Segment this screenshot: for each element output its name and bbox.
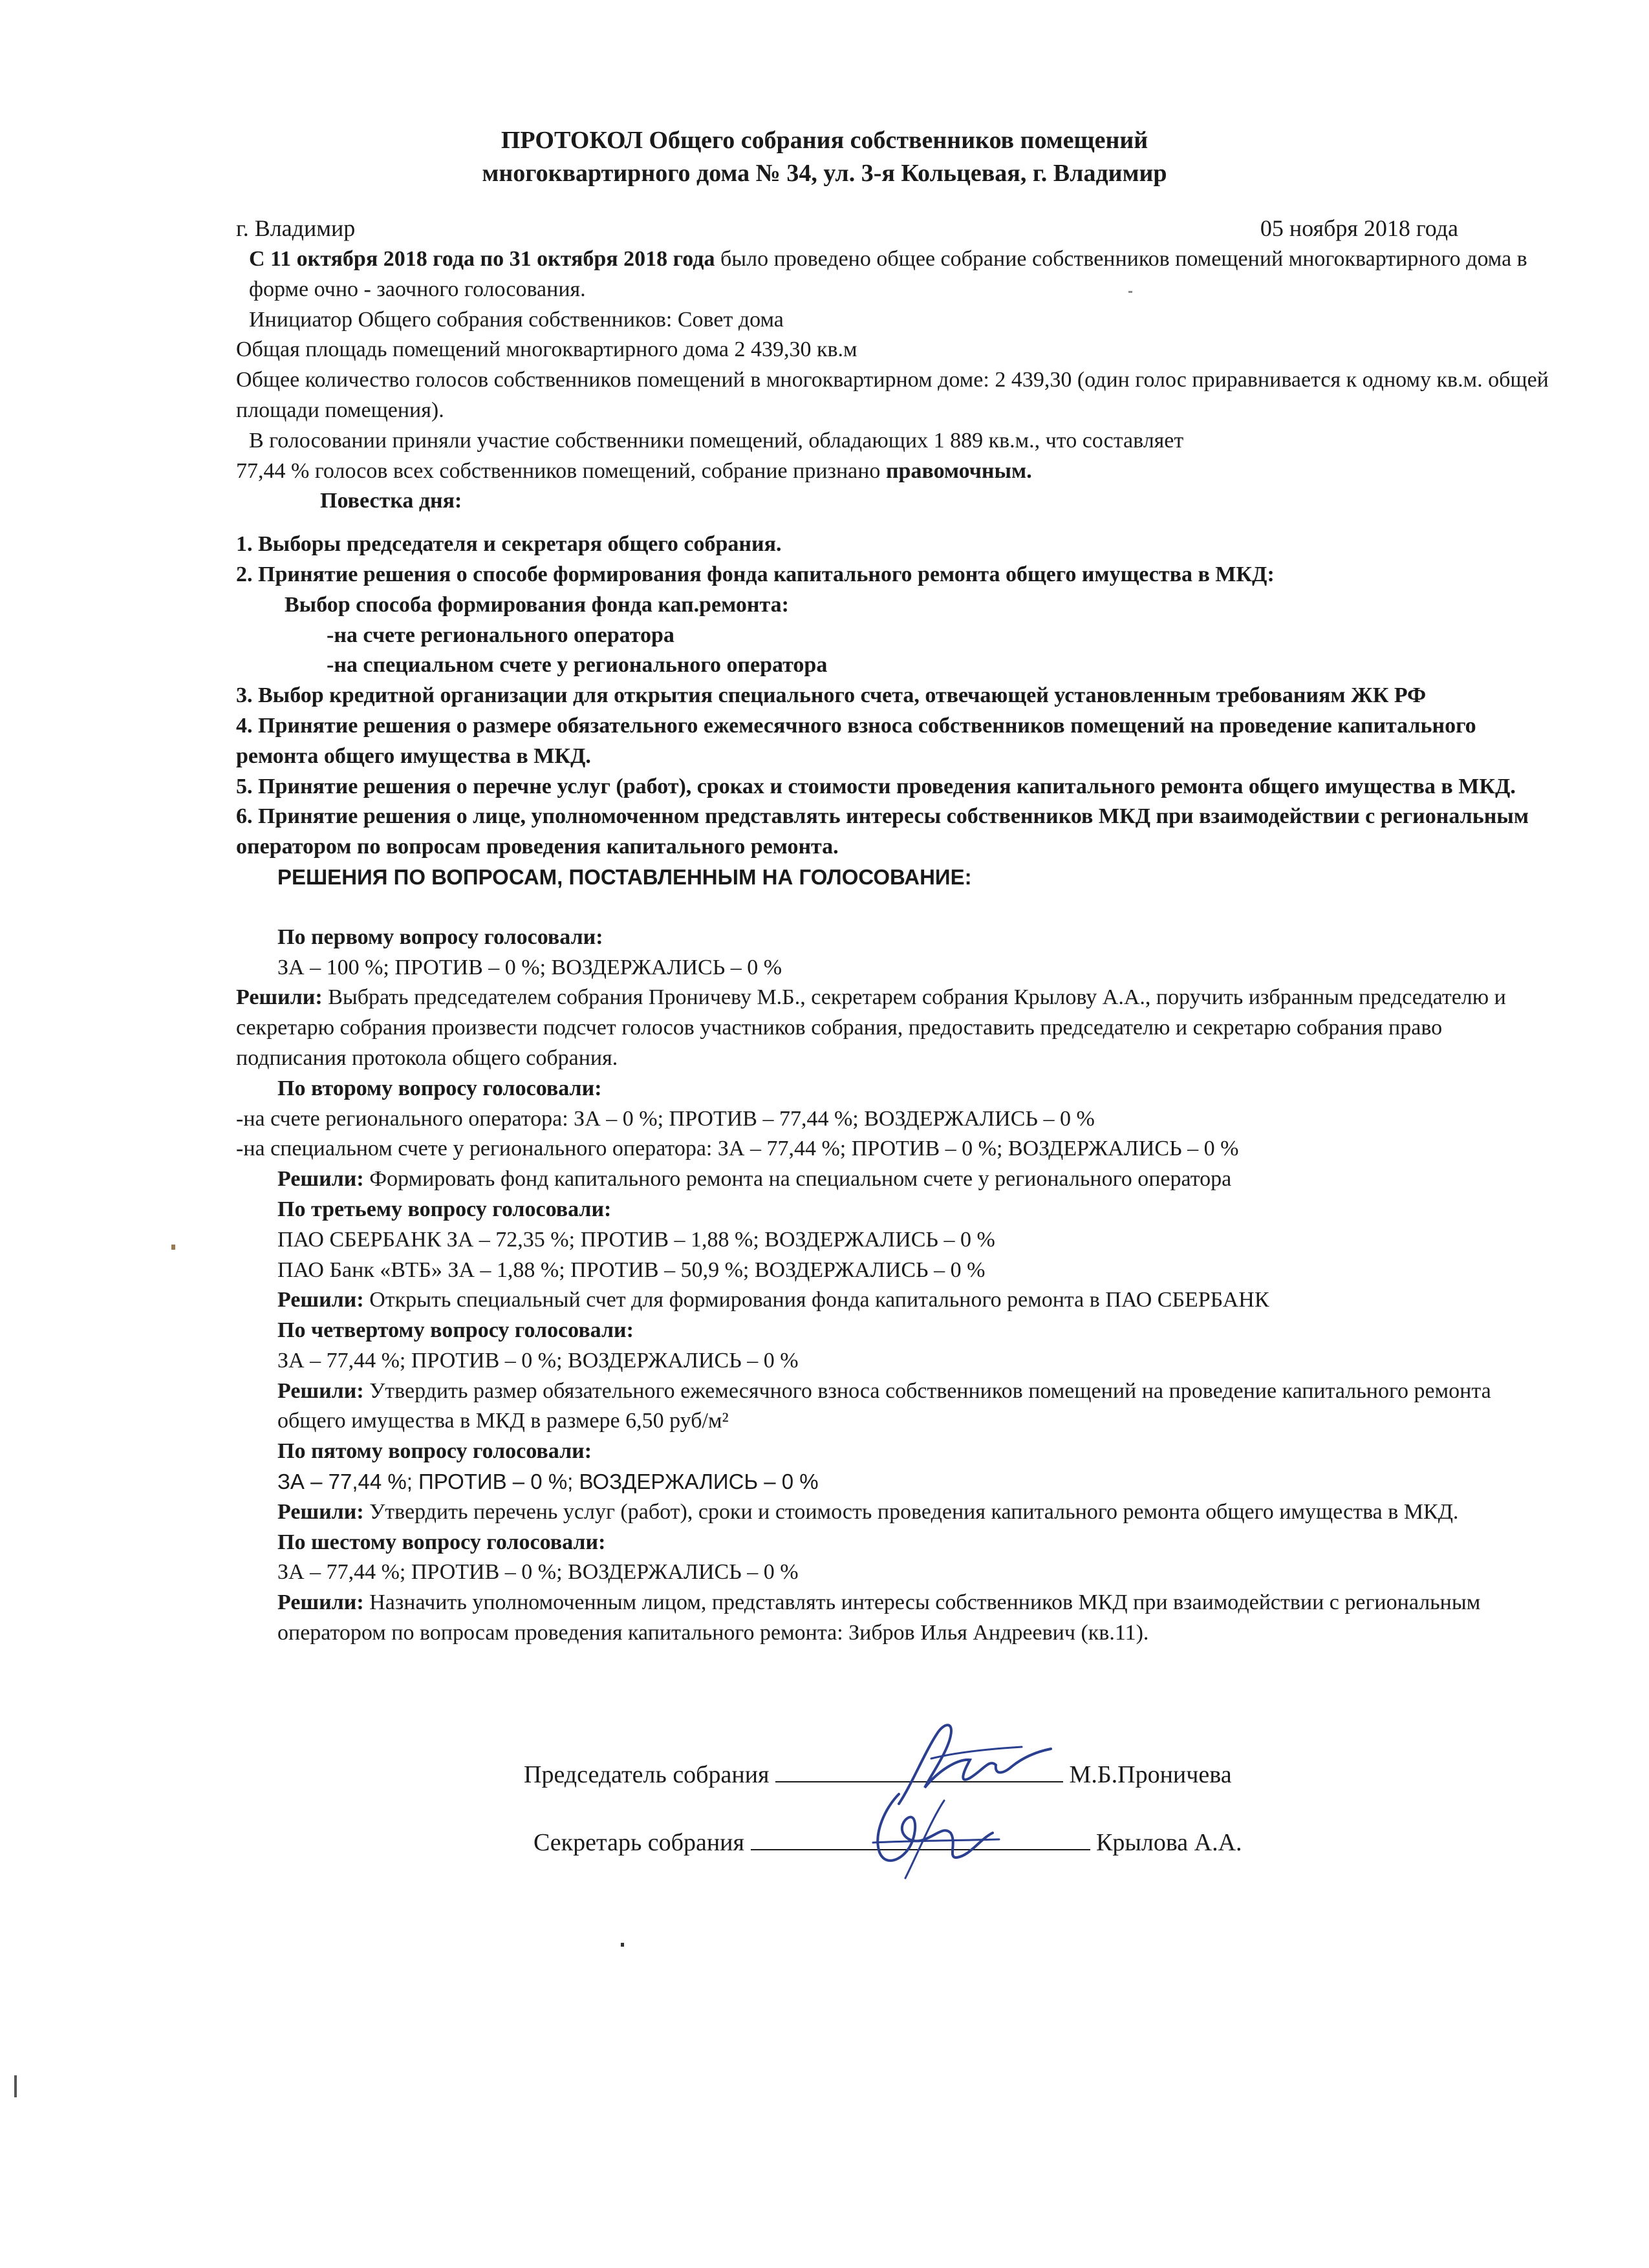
total-area: Общая площадь помещений многоквартирного дома 2 439,30 кв.м <box>236 337 857 362</box>
scan-speck <box>171 1245 175 1250</box>
q6-votes: ЗА – 77,44 %; ПРОТИВ – 0 %; ВОЗДЕРЖАЛИСЬ – 0 % <box>277 1560 799 1585</box>
q3-decision: Решили: Открыть специальный счет для формирования фонда капитального ремонта в ПАО СБЕРБАНК <box>277 1288 1269 1312</box>
title-line-2: многоквартирного дома № 34, ул. 3-я Кольцевая, г. Владимир <box>482 160 1167 187</box>
city: г. Владимир <box>236 215 356 241</box>
secretary-label: Секретарь собрания <box>534 1829 744 1856</box>
agenda-item-4: 4. Принятие решения о размере обязательного ежемесячного взноса собственников помещений на проведение капитального ремонта общего имущества в МКД. <box>236 713 1476 768</box>
q4-heading: По четвертому вопросу голосовали: <box>277 1318 634 1343</box>
q1-heading: По первому вопросу голосовали: <box>277 925 603 949</box>
q5-decision: Решили: Утвердить перечень услуг (работ), сроки и стоимость проведения капитального ремонта общего имущества в МКД. <box>277 1499 1459 1524</box>
q2-votes-1: -на счете регионального оператора: ЗА – 0 %; ПРОТИВ – 77,44 %; ВОЗДЕРЖАЛИСЬ – 0 % <box>236 1106 1095 1131</box>
q6-heading: По шестому вопросу голосовали: <box>277 1530 606 1554</box>
agenda-item-5: 5. Принятие решения о перечне услуг (работ), сроках и стоимости проведения капитального ремонта общего имущества в МКД. <box>236 774 1516 798</box>
initiator: Инициатор Общего собрания собственников: Совет дома <box>249 307 784 332</box>
total-votes: Общее количество голосов собственников помещений в многоквартирном доме: 2 439,30 (один голос приравнивается к одному кв.м. общей площади помещения). <box>236 368 1549 422</box>
document-date: 05 ноября 2018 года <box>1260 215 1458 241</box>
q5-votes: ЗА – 77,44 %; ПРОТИВ – 0 %; ВОЗДЕРЖАЛИСЬ – 0 % <box>277 1470 819 1494</box>
q6-decision: Решили: Назначить уполномоченным лицом, представлять интересы собственников МКД при взаимодействии с региональным оператором по вопросам проведения капитального ремонта: Зибров Илья Андреевич (кв.11). <box>277 1590 1481 1645</box>
q1-votes: ЗА – 100 %; ПРОТИВ – 0 %; ВОЗДЕРЖАЛИСЬ – 0 % <box>277 955 782 979</box>
agenda-item-2: 2. Принятие решения о способе формирования фонда капитального ремонта общего имущества в МКД: <box>236 562 1275 586</box>
decisions-heading: РЕШЕНИЯ ПО ВОПРОСАМ, ПОСТАВЛЕННЫМ НА ГОЛОСОВАНИЕ: <box>277 864 972 889</box>
secretary-handwritten-signature <box>860 1781 1009 1888</box>
q5-heading: По пятому вопросу голосовали: <box>277 1439 592 1464</box>
secretary-name: Крылова А.А. <box>1096 1829 1242 1856</box>
q3-heading: По третьему вопросу голосовали: <box>277 1197 612 1221</box>
agenda-item-2-sub: Выбор способа формирования фонда кап.ремонта: <box>285 592 789 617</box>
chair-label: Председатель собрания <box>524 1761 770 1788</box>
document-title <box>0 124 1649 190</box>
q1-decision: Решили: Выбрать председателем собрания Проничеву М.Б., секретарем собрания Крылову А.А., поручить избранным председателю и секретарю собрания произвести подсчет голосов участников собрания, предоставить председателю и секретарю собрания право подписания протокола общего собрания. <box>236 985 1506 1070</box>
agenda-item-3: 3. Выбор кредитной организации для открытия специального счета, отвечающей установленным требованиям ЖК РФ <box>236 683 1427 708</box>
chair-name: М.Б.Проничева <box>1069 1761 1232 1788</box>
q3-votes-2: ПАО Банк «ВТБ» ЗА – 1,88 %; ПРОТИВ – 50,9 %; ВОЗДЕРЖАЛИСЬ – 0 % <box>277 1257 986 1282</box>
agenda-label: Повестка дня: <box>320 489 462 513</box>
q4-votes: ЗА – 77,44 %; ПРОТИВ – 0 %; ВОЗДЕРЖАЛИСЬ – 0 % <box>277 1348 799 1373</box>
scan-speck <box>621 1943 624 1947</box>
participation-line-1: В голосовании приняли участие собственники помещений, обладающих 1 889 кв.м., что составляет <box>249 428 1184 453</box>
participation-line-2: 77,44 % голосов всех собственников помещений, собрание признано правомочным. <box>236 458 1032 483</box>
scan-speck <box>14 2075 17 2097</box>
scan-speck <box>1128 291 1132 293</box>
q2-votes-2: -на специальном счете у регионального оператора: ЗА – 77,44 %; ПРОТИВ – 0 %; ВОЗДЕРЖАЛИСЬ – 0 % <box>236 1137 1239 1161</box>
agenda-item-1: 1. Выборы председателя и секретаря общего собрания. <box>236 532 782 557</box>
q4-decision: Решили: Утвердить размер обязательного ежемесячного взноса собственников помещений на проведение капитального ремонта общего имущества в МКД в размере 6,50 руб/м² <box>277 1378 1491 1433</box>
agenda-item-6: 6. Принятие решения о лице, уполномоченном представлять интересы собственников МКД при взаимодействии с региональным оператором по вопросам проведения капитального ремонта. <box>236 804 1529 859</box>
place-date-row <box>236 215 1458 244</box>
q2-heading: По второму вопросу голосовали: <box>277 1076 602 1100</box>
meeting-period: С 11 октября 2018 года по 31 октября 2018 года было проведено общее собрание собственников помещений многоквартирного дома в форме очно - заочного голосования. <box>249 247 1527 301</box>
document-body <box>236 244 1552 1649</box>
agenda-item-2-option-2: -на специальном счете у регионального оператора <box>327 653 828 678</box>
title-line-1: ПРОТОКОЛ Общего собрания собственников помещений <box>501 127 1148 154</box>
q2-decision: Решили: Формировать фонд капитального ремонта на специальном счете у регионального оператора <box>277 1167 1232 1192</box>
q3-votes-1: ПАО СБЕРБАНК ЗА – 72,35 %; ПРОТИВ – 1,88 %; ВОЗДЕРЖАЛИСЬ – 0 % <box>277 1227 995 1252</box>
agenda-item-2-option-1: -на счете регионального оператора <box>327 623 674 647</box>
